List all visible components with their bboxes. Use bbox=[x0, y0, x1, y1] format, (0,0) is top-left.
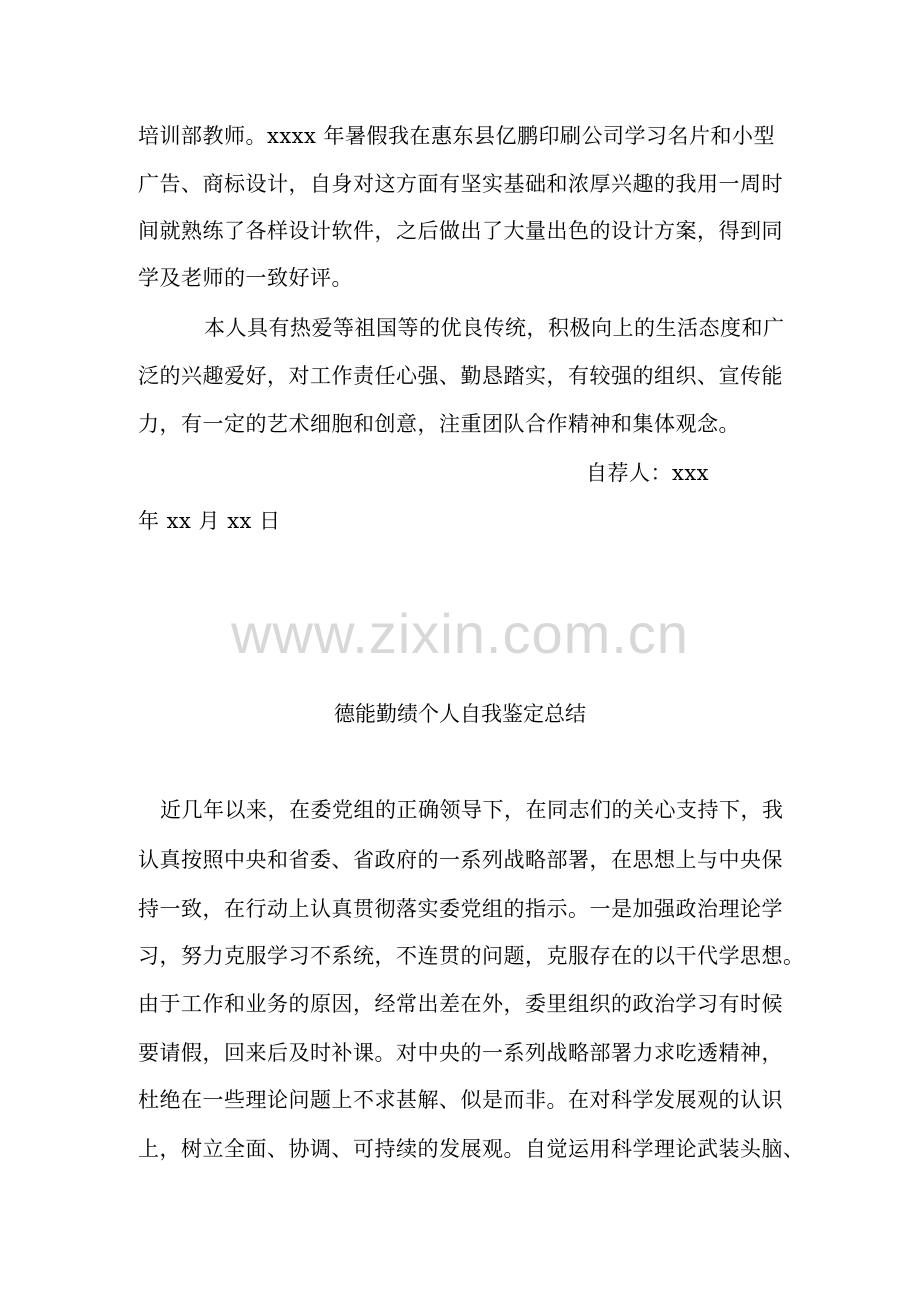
document-title: 德能勤绩个人自我鉴定总结 bbox=[334, 702, 586, 726]
paragraph-line: 培训部教师。xxxx 年暑假我在惠东县亿鹏印刷公司学习名片和小型 bbox=[138, 124, 776, 148]
paragraph-line: 间就熟练了各样设计软件，之后做出了大量出色的设计方案，得到同 bbox=[138, 219, 783, 243]
paragraph-line: 要请假，回来后及时补课。对中央的一系列战略部署力求吃透精神， bbox=[138, 1041, 783, 1065]
date: 年 xx 月 xx 日 bbox=[138, 509, 281, 533]
paragraph-line: 广告、商标设计，自身对这方面有坚实基础和浓厚兴趣的我用一周时 bbox=[138, 172, 783, 196]
paragraph-line: 学及老师的一致好评。 bbox=[138, 266, 353, 290]
paragraph-line: 泛的兴趣爱好，对工作责任心强、勤恳踏实，有较强的组织、宣传能 bbox=[138, 364, 783, 388]
paragraph-line: 认真按照中央和省委、省政府的一系列战略部署，在思想上与中央保 bbox=[138, 848, 783, 872]
paragraph-line: 近几年以来，在委党组的正确领导下，在同志们的关心支持下，我 bbox=[160, 798, 784, 822]
paragraph-line: 上，树立全面、协调、可持续的发展观。自觉运用科学理论武装头脑、 bbox=[138, 1137, 805, 1161]
paragraph-line: 杜绝在一些理论问题上不求甚解、似是而非。在对科学发展观的认识 bbox=[138, 1088, 783, 1112]
paragraph-line: 由于工作和业务的原因，经常出差在外，委里组织的政治学习有时候 bbox=[138, 992, 783, 1016]
paragraph-line: 力，有一定的艺术细胞和创意，注重团队合作精神和集体观念。 bbox=[138, 412, 740, 436]
paragraph-line: 本人具有热爱等祖国等的优良传统，积极向上的生活态度和广 bbox=[204, 316, 785, 340]
paragraph-line: 习，努力克服学习不系统，不连贯的问题，克服存在的以干代学思想。 bbox=[138, 944, 805, 968]
signature: 自荐人：xxx bbox=[586, 461, 710, 485]
paragraph-line: 持一致，在行动上认真贯彻落实委党组的指示。一是加强政治理论学 bbox=[138, 897, 783, 921]
watermark: www.zixin.com.cn bbox=[231, 602, 689, 665]
